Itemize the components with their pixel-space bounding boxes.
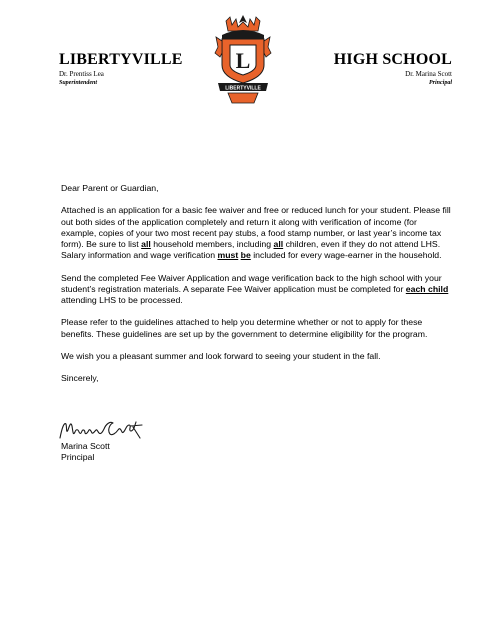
salutation: Dear Parent or Guardian,	[61, 183, 159, 193]
superintendent-role: Superintendent	[59, 80, 98, 86]
paragraph-3: Please refer to the guidelines attached to help you determine whether or not to apply for these benefits. These guidelines are set up by the government to determine eligibility for the program.	[61, 317, 428, 339]
paragraph-2-text-a: Send the completed Fee Waiver Application and wage verification back to the high school with your student’s registration materials. A separate Fee Waiver application must be completed for	[61, 272, 442, 294]
paragraph-1	[61, 205, 451, 261]
paragraph-1-text-a: Attached is an application for a basic fee waiver and free or reduced lunch for your student. Please fill out both sides of the application completely and return it along with verification of income (for example, copies of your two most recent pay stubs, a food stamp number, or last year’s income tax form). Be sure to list	[61, 205, 451, 249]
signature-block	[61, 441, 110, 463]
letterhead-right-title: HIGH SCHOOL	[333, 51, 452, 68]
letterhead-left-title: LIBERTYVILLE	[59, 51, 183, 68]
letterhead-left	[59, 51, 209, 87]
emphasis-each-child: each child	[405, 283, 449, 294]
paragraph-1-text-b: household members, including	[150, 239, 274, 249]
signer-name: Marina Scott	[61, 441, 110, 451]
principal-role: Principal	[428, 80, 452, 86]
letterhead-right	[302, 51, 452, 87]
paragraph-1-text-e: included for every wage-earner in the household.	[250, 250, 442, 261]
letter-body	[61, 183, 451, 396]
emphasis-all-2: all	[273, 239, 284, 249]
emphasis-must: must	[217, 250, 239, 261]
superintendent-name: Dr. Prentiss Lea	[59, 70, 104, 78]
crest-letter: L	[235, 48, 251, 73]
crest-banner-text: LIBERTYVILLE	[225, 85, 261, 92]
closing: Sincerely,	[61, 373, 99, 384]
paragraph-2	[61, 273, 451, 307]
paragraph-2-text-b: attending LHS to be processed.	[61, 295, 183, 305]
signer-title: Principal	[61, 452, 95, 463]
emphasis-all-1: all	[141, 239, 151, 249]
paragraph-4: We wish you a pleasant summer and look forward to seeing your student in the fall.	[61, 350, 381, 361]
paragraph-1-text-c: children, even if they do not attend LHS. Salary information and wage verification	[61, 239, 441, 261]
emphasis-be: be	[240, 250, 251, 261]
principal-name: Dr. Marina Scott	[405, 70, 452, 78]
school-crest-logo	[214, 13, 272, 105]
